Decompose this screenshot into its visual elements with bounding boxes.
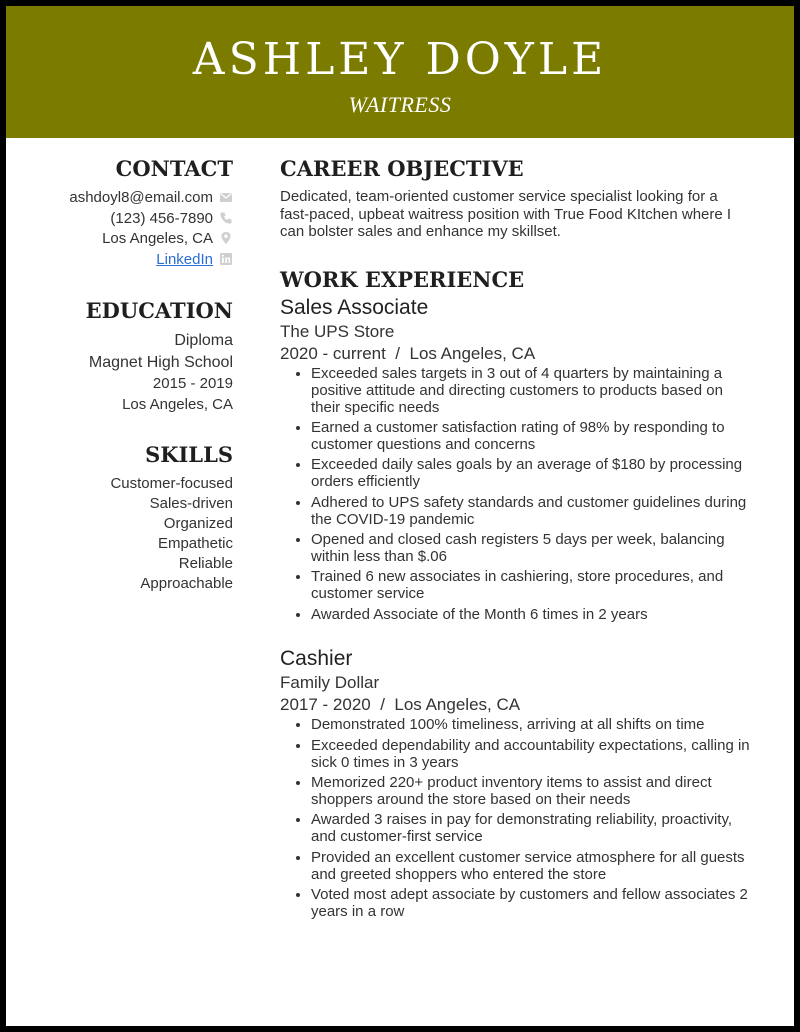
linkedin-icon	[219, 252, 233, 266]
objective-heading: CAREER OBJECTIVE	[280, 156, 524, 181]
list-item: • Adhered to UPS safety standards and customer guidelines during the COVID-19 pandemic	[311, 494, 750, 528]
skill-item: Empathetic	[157, 535, 233, 552]
job-entry	[280, 646, 750, 920]
resume-page	[6, 6, 794, 1026]
education-degree: Diploma	[174, 332, 233, 349]
list-item: • Memorized 220+ product inventory items to assist and direct shoppers around the store based on their needs	[311, 774, 750, 808]
candidate-name: ASHLEY DOYLE	[192, 34, 608, 85]
envelope-icon	[219, 190, 233, 204]
list-item: • Exceeded sales targets in 3 out of 4 quarters by maintaining a positive attitude and directing customers to products based on their specific needs	[311, 365, 750, 416]
skills-heading: SKILLS	[145, 442, 233, 467]
job-title: Sales Associate	[280, 295, 429, 319]
job-location: Los Angeles, CA	[394, 695, 521, 715]
list-item: • Demonstrated 100% timeliness, arriving at all shifts on time	[311, 716, 750, 733]
candidate-role: WAITRESS	[348, 92, 452, 117]
list-item: • Provided an excellent customer service atmosphere for all guests and greeted shoppers who entered the store	[311, 849, 750, 883]
right-column	[280, 156, 750, 924]
linkedin-link[interactable]: LinkedIn	[156, 250, 213, 268]
job-entry	[280, 295, 750, 623]
education-location: Los Angeles, CA	[122, 395, 233, 413]
map-pin-icon	[219, 231, 233, 245]
contact-email: ashdoyl8@email.com	[69, 189, 213, 206]
job-dates: 2017 - 2020	[280, 695, 371, 715]
contact-linkedin-row[interactable]	[46, 250, 233, 271]
contact-heading: CONTACT	[115, 156, 233, 181]
list-item: • Exceeded daily sales goals by an average of $180 by processing orders efficiently	[311, 456, 750, 490]
list-item: • Awarded Associate of the Month 6 times in 2 years	[311, 606, 750, 623]
header-banner	[6, 6, 794, 138]
contact-location-row	[46, 229, 233, 250]
job-bullets	[280, 716, 750, 920]
skill-item: Sales-driven	[149, 495, 233, 512]
separator: /	[375, 695, 390, 715]
job-bullets	[280, 365, 750, 623]
education-years: 2015 - 2019	[152, 375, 233, 392]
job-company: Family Dollar	[280, 673, 380, 693]
contact-phone-row	[46, 209, 233, 230]
contact-phone: (123) 456-7890	[110, 209, 213, 227]
list-item: • Exceeded dependability and accountability expectations, calling in sick 0 times in 3 years	[311, 737, 750, 771]
objective-text: Dedicated, team-oriented customer service specialist looking for a fast-paced, upbeat waitress position with True Food KItchen where I can bolster sales and enhance my skillset.	[280, 188, 732, 240]
list-item: • Trained 6 new associates in cashiering, store procedures, and customer service	[311, 568, 750, 602]
skill-item: Reliable	[178, 555, 233, 572]
list-item: • Earned a customer satisfaction rating of 98% by responding to customer questions and concerns	[311, 419, 750, 453]
job-location: Los Angeles, CA	[409, 343, 536, 363]
skill-item: Customer-focused	[110, 475, 233, 492]
list-item: • Voted most adept associate by customers and fellow associates 2 years in a row	[311, 886, 750, 920]
job-title: Cashier	[280, 647, 353, 671]
contact-email-row	[46, 188, 233, 209]
separator: /	[390, 343, 405, 363]
list-item: • Opened and closed cash registers 5 days per week, balancing within less than $.06	[311, 531, 750, 565]
job-dates-location	[280, 343, 750, 365]
job-dates: 2020 - current	[280, 343, 386, 363]
contact-location: Los Angeles, CA	[102, 230, 213, 247]
left-column	[46, 156, 233, 594]
education-heading: EDUCATION	[85, 298, 233, 323]
skill-item: Approachable	[140, 575, 233, 592]
education-school: Magnet High School	[88, 354, 233, 371]
job-company: The UPS Store	[280, 321, 395, 341]
skill-item: Organized	[163, 515, 233, 532]
list-item: • Awarded 3 raises in pay for demonstrating reliability, proactivity, and customer-first service	[311, 811, 750, 845]
phone-icon	[219, 211, 233, 225]
experience-heading: WORK EXPERIENCE	[280, 266, 525, 292]
job-dates-location	[280, 694, 750, 716]
